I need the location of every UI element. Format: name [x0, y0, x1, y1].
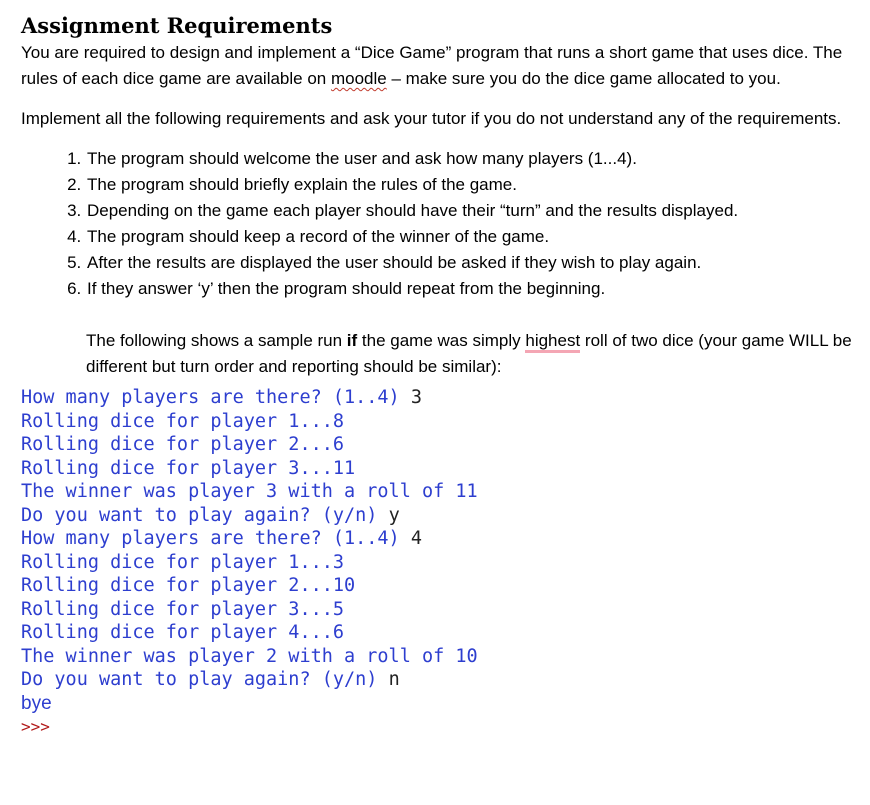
- console-output-text: Rolling dice for player 1...3: [21, 551, 345, 573]
- console-line: [21, 410, 861, 434]
- intro-text-1: You are required to design and implement a “Dice Game” program that runs a short game that uses dice. The rules of each dice game are available on: [21, 43, 843, 88]
- console-output-text: The winner was player 3 with a roll of 11: [21, 481, 478, 502]
- console-line: [21, 574, 861, 598]
- console-output: [21, 386, 861, 739]
- console-output-text: Do you want to play again? (y/n): [21, 504, 389, 526]
- console-user-input: n: [388, 669, 400, 690]
- console-user-input: 4: [410, 528, 422, 549]
- intro-paragraph: [21, 40, 861, 92]
- console-output-text: Do you want to play again? (y/n): [21, 669, 389, 690]
- console-user-input: y: [388, 504, 400, 526]
- console-line: [21, 621, 861, 645]
- console-line: [21, 715, 861, 739]
- document-page: [21, 12, 861, 739]
- sample-text-bold: if: [346, 331, 358, 350]
- console-bye-text: bye: [21, 692, 52, 714]
- console-line: [21, 527, 861, 551]
- sample-text-a: The following shows a sample run: [86, 331, 347, 350]
- requirement-item: 2. The program should briefly explain the rules of the game.: [86, 172, 861, 198]
- requirement-item: 4. The program should keep a record of the winner of the game.: [86, 224, 861, 250]
- console-output-text: How many players are there? (1..4): [21, 528, 411, 549]
- intro-text-2: – make sure you do the dice game allocated to you.: [386, 69, 781, 88]
- console-line: [21, 504, 861, 528]
- console-output-text: The winner was player 2 with a roll of 10: [21, 645, 478, 667]
- sample-text-e: roll of two dice (your game WILL be different but turn order and reporting should be similar):: [86, 331, 852, 376]
- console-output-text: Rolling dice for player 3...5: [21, 598, 345, 620]
- console-line: [21, 692, 861, 716]
- requirement-item: 6. If they answer ‘y’ then the program should repeat from the beginning.: [86, 276, 861, 302]
- console-output-text: Rolling dice for player 1...8: [21, 410, 345, 432]
- sample-text-c: the game was simply: [357, 331, 526, 350]
- console-output-text: Rolling dice for player 3...11: [21, 457, 356, 479]
- console-line: [21, 457, 861, 481]
- moodle-word: moodle: [330, 69, 387, 88]
- sample-run-intro: [86, 328, 861, 380]
- console-line: [21, 386, 861, 410]
- highest-word: highest: [525, 331, 580, 353]
- console-output-text: Rolling dice for player 2...6: [21, 434, 345, 455]
- console-line: [21, 668, 861, 692]
- console-prompt[interactable]: >>>: [21, 717, 50, 736]
- console-line: [21, 433, 861, 457]
- console-output-text: Rolling dice for player 4...6: [21, 622, 345, 643]
- console-line: [21, 598, 861, 622]
- console-line: [21, 645, 861, 669]
- console-line: [21, 551, 861, 575]
- requirements-list: [21, 146, 861, 302]
- requirement-item: 5. After the results are displayed the user should be asked if they wish to play again.: [86, 250, 861, 276]
- console-line: [21, 480, 861, 504]
- console-output-text: How many players are there? (1..4): [21, 387, 411, 408]
- console-output-text: Rolling dice for player 2...10: [21, 575, 356, 596]
- requirement-item: 1. The program should welcome the user and ask how many players (1...4).: [86, 146, 861, 172]
- console-user-input: 3: [410, 387, 422, 408]
- instructions-paragraph: Implement all the following requirements and ask your tutor if you do not understand any of the requirements.: [21, 109, 842, 128]
- page-title: Assignment Requirements: [21, 13, 333, 38]
- requirement-item: 3. Depending on the game each player should have their “turn” and the results displayed.: [86, 198, 861, 224]
